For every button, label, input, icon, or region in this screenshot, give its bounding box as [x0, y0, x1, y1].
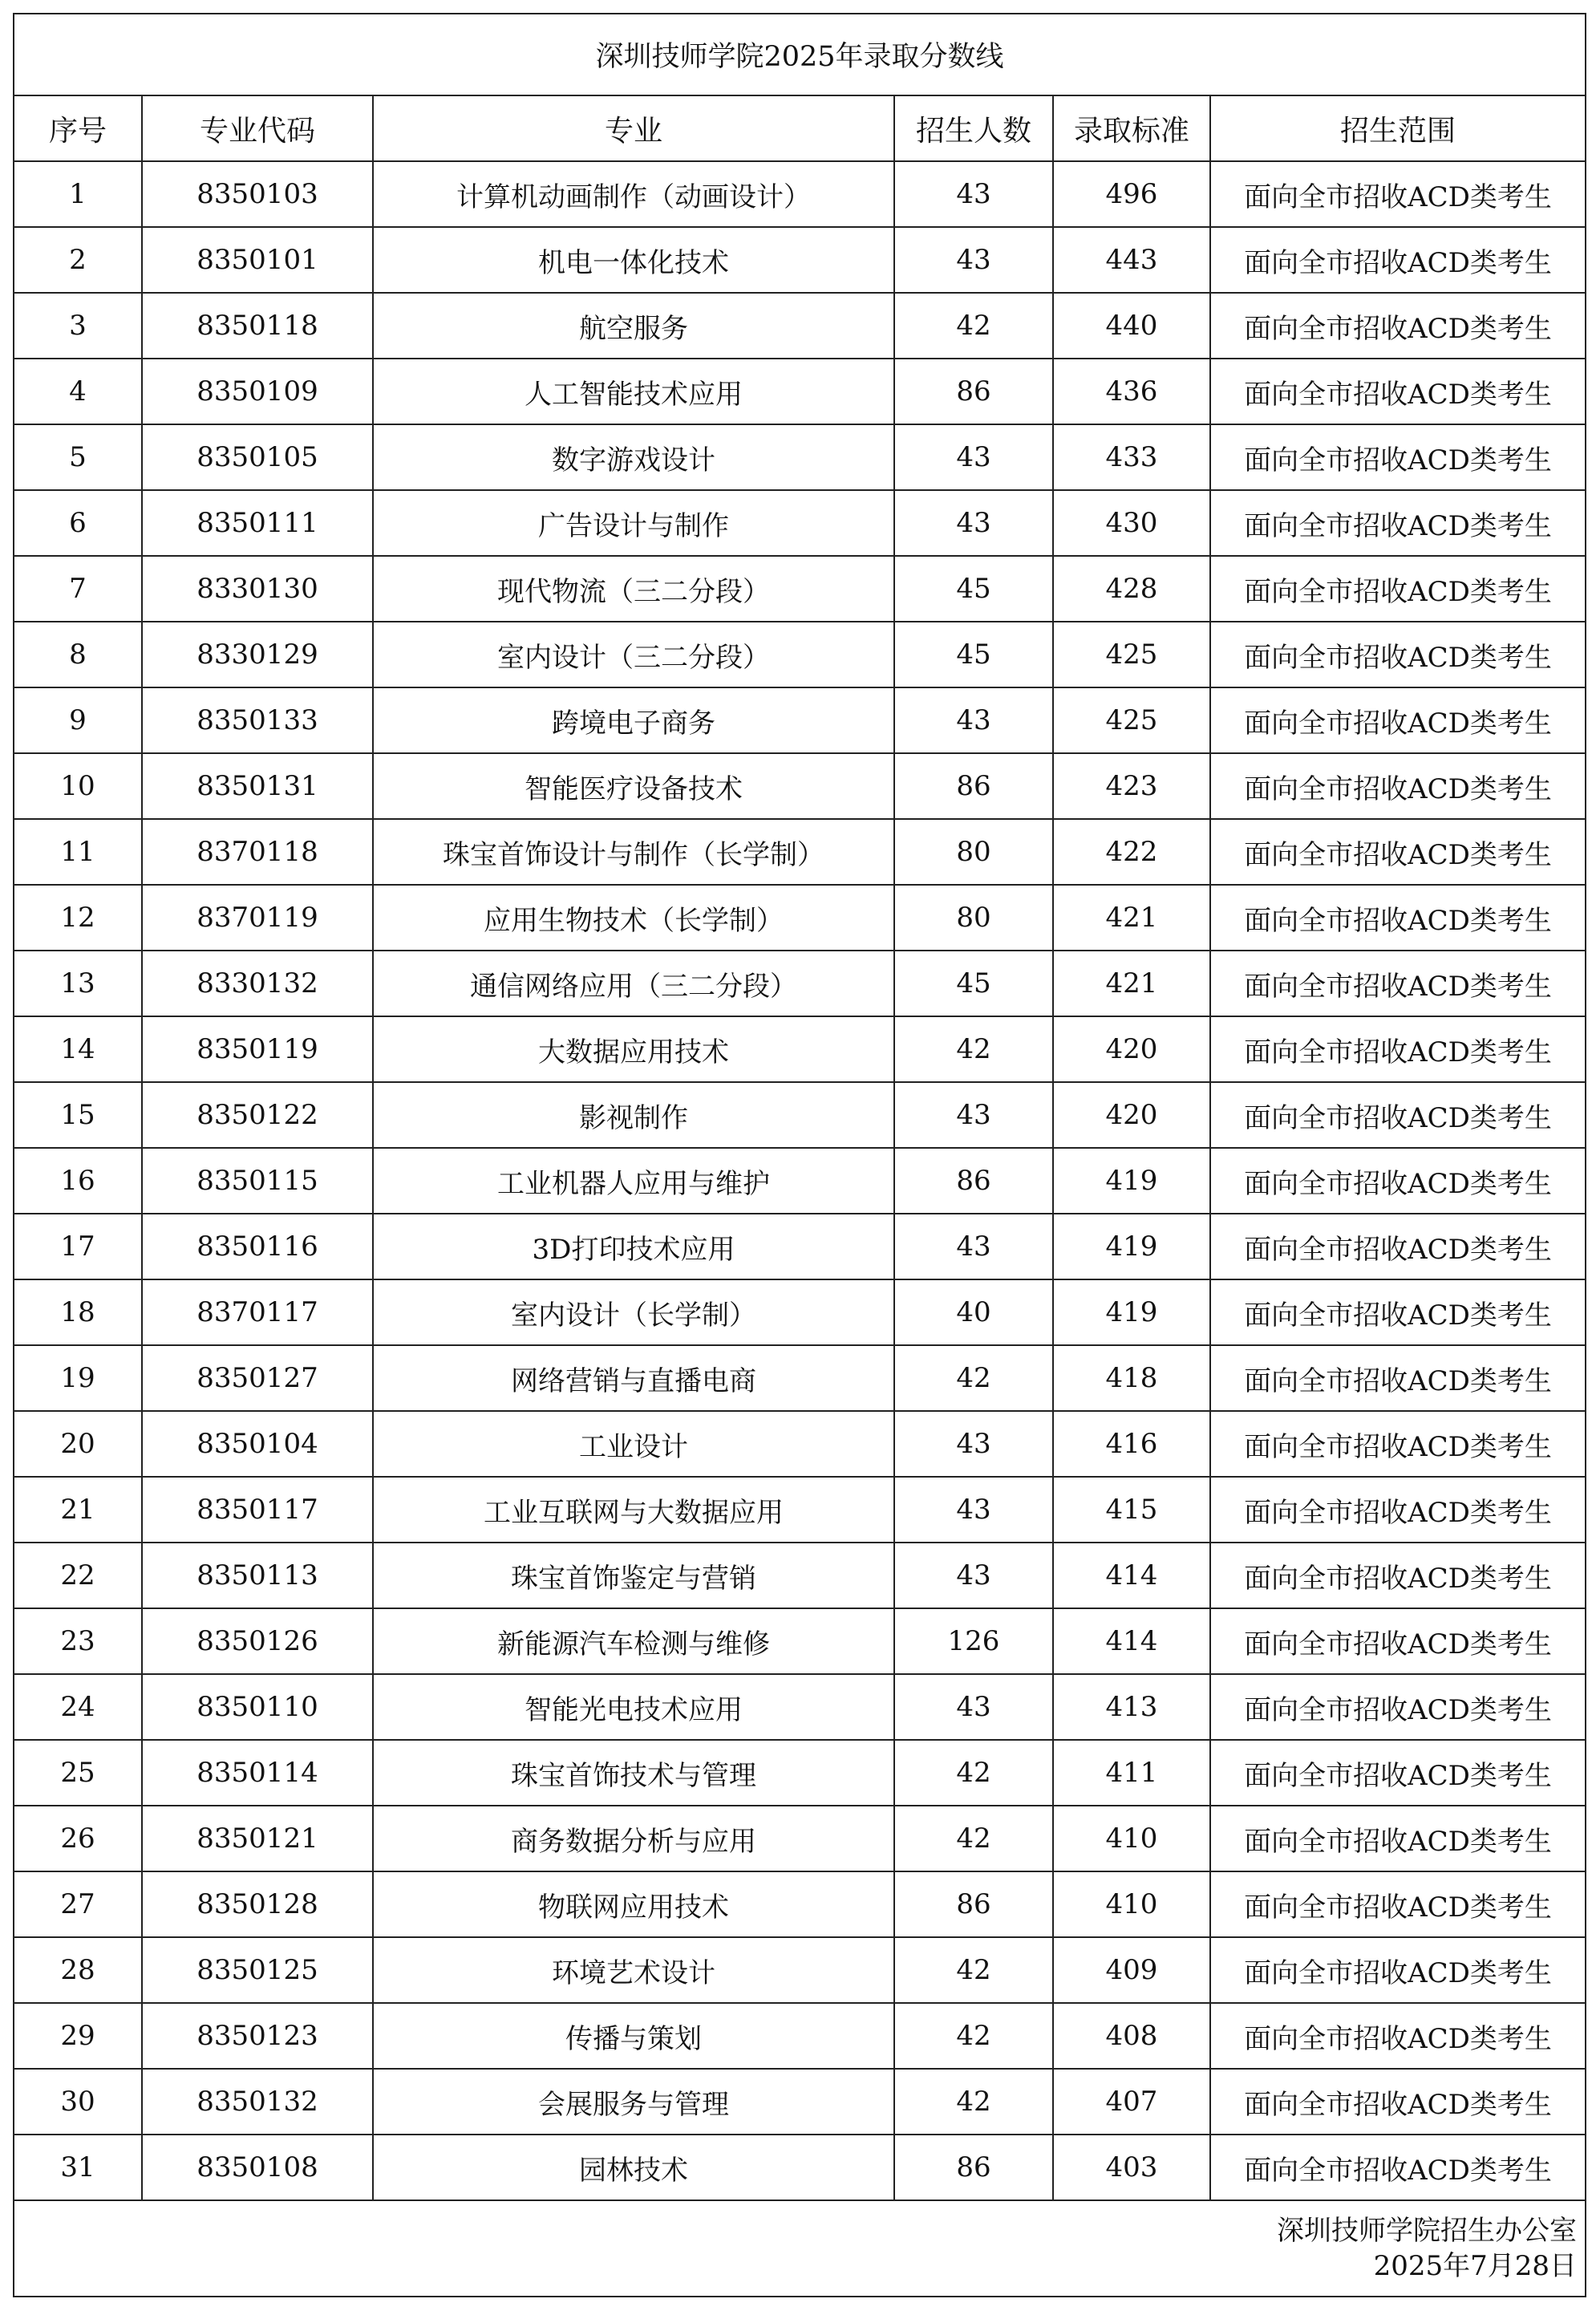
cell-index: 12: [14, 885, 142, 951]
cell-major: 人工智能技术应用: [373, 359, 894, 424]
table-row: [14, 1082, 1586, 1148]
cell-major: 通信网络应用（三二分段）: [373, 951, 894, 1016]
cell-enrollment: 42: [894, 1016, 1053, 1082]
cell-major-code: 8350127: [142, 1345, 373, 1411]
cell-enrollment: 86: [894, 2135, 1053, 2200]
cell-enrollment: 86: [894, 1148, 1053, 1214]
cell-major: 珠宝首饰技术与管理: [373, 1740, 894, 1806]
cell-enrollment: 45: [894, 951, 1053, 1016]
cell-major-code: 8350101: [142, 227, 373, 293]
cell-major-code: 8350122: [142, 1082, 373, 1148]
cell-major-code: 8350121: [142, 1806, 373, 1871]
cell-major-code: 8350111: [142, 490, 373, 556]
table-row: [14, 1477, 1586, 1543]
cell-major: 环境艺术设计: [373, 1937, 894, 2003]
cell-major: 商务数据分析与应用: [373, 1806, 894, 1871]
cell-enrollment: 42: [894, 1345, 1053, 1411]
cell-enrollment: 43: [894, 1543, 1053, 1608]
cell-index: 22: [14, 1543, 142, 1608]
cell-major: 会展服务与管理: [373, 2069, 894, 2135]
cell-admission-score: 430: [1053, 490, 1210, 556]
footer-office: 深圳技师学院招生办公室: [1277, 2215, 1578, 2247]
cell-index: 4: [14, 359, 142, 424]
cell-scope: 面向全市招收ACD类考生: [1210, 1740, 1586, 1806]
header-major: 专业: [373, 95, 894, 161]
cell-major: 应用生物技术（长学制）: [373, 885, 894, 951]
cell-major: 机电一体化技术: [373, 227, 894, 293]
cell-scope: 面向全市招收ACD类考生: [1210, 1279, 1586, 1345]
header-row: [14, 95, 1586, 161]
cell-admission-score: 403: [1053, 2135, 1210, 2200]
cell-enrollment: 43: [894, 227, 1053, 293]
cell-scope: 面向全市招收ACD类考生: [1210, 359, 1586, 424]
cell-major-code: 8370117: [142, 1279, 373, 1345]
cell-enrollment: 43: [894, 1082, 1053, 1148]
cell-major: 网络营销与直播电商: [373, 1345, 894, 1411]
cell-index: 11: [14, 819, 142, 885]
table-body: [14, 161, 1586, 2200]
table-row: [14, 2003, 1586, 2069]
cell-admission-score: 419: [1053, 1214, 1210, 1279]
cell-enrollment: 45: [894, 556, 1053, 622]
cell-major-code: 8370118: [142, 819, 373, 885]
cell-enrollment: 43: [894, 424, 1053, 490]
header-scope: 招生范围: [1210, 95, 1586, 161]
cell-major: 工业设计: [373, 1411, 894, 1477]
cell-index: 31: [14, 2135, 142, 2200]
table-title: 深圳技师学院2025年录取分数线: [14, 14, 1586, 95]
cell-major: 跨境电子商务: [373, 687, 894, 753]
cell-scope: 面向全市招收ACD类考生: [1210, 885, 1586, 951]
cell-enrollment: 42: [894, 293, 1053, 359]
table-row: [14, 1871, 1586, 1937]
table-row: [14, 227, 1586, 293]
cell-enrollment: 43: [894, 1674, 1053, 1740]
cell-index: 5: [14, 424, 142, 490]
cell-scope: 面向全市招收ACD类考生: [1210, 227, 1586, 293]
cell-admission-score: 422: [1053, 819, 1210, 885]
cell-admission-score: 420: [1053, 1082, 1210, 1148]
cell-major-code: 8350126: [142, 1608, 373, 1674]
cell-admission-score: 410: [1053, 1806, 1210, 1871]
cell-major-code: 8330130: [142, 556, 373, 622]
cell-enrollment: 43: [894, 1411, 1053, 1477]
cell-enrollment: 40: [894, 1279, 1053, 1345]
cell-major-code: 8350116: [142, 1214, 373, 1279]
cell-scope: 面向全市招收ACD类考生: [1210, 2135, 1586, 2200]
title-row: [14, 14, 1586, 95]
cell-scope: 面向全市招收ACD类考生: [1210, 490, 1586, 556]
table-row: [14, 1279, 1586, 1345]
table-row: [14, 424, 1586, 490]
footer-cell: [14, 2200, 1586, 2297]
cell-scope: 面向全市招收ACD类考生: [1210, 819, 1586, 885]
cell-enrollment: 43: [894, 687, 1053, 753]
cell-enrollment: 86: [894, 359, 1053, 424]
cell-admission-score: 440: [1053, 293, 1210, 359]
cell-enrollment: 42: [894, 1740, 1053, 1806]
cell-index: 18: [14, 1279, 142, 1345]
cell-scope: 面向全市招收ACD类考生: [1210, 1674, 1586, 1740]
table-row: [14, 1608, 1586, 1674]
cell-index: 20: [14, 1411, 142, 1477]
table-row: [14, 293, 1586, 359]
cell-major: 计算机动画制作（动画设计）: [373, 161, 894, 227]
table-row: [14, 1806, 1586, 1871]
cell-scope: 面向全市招收ACD类考生: [1210, 622, 1586, 687]
cell-index: 29: [14, 2003, 142, 2069]
table-row: [14, 1411, 1586, 1477]
cell-scope: 面向全市招收ACD类考生: [1210, 424, 1586, 490]
cell-enrollment: 42: [894, 1806, 1053, 1871]
cell-admission-score: 428: [1053, 556, 1210, 622]
footer-row: [14, 2200, 1586, 2297]
cell-major-code: 8350110: [142, 1674, 373, 1740]
cell-major-code: 8350118: [142, 293, 373, 359]
cell-major-code: 8350133: [142, 687, 373, 753]
cell-index: 19: [14, 1345, 142, 1411]
table-row: [14, 2135, 1586, 2200]
table-row: [14, 1674, 1586, 1740]
table-row: [14, 1345, 1586, 1411]
cell-admission-score: 443: [1053, 227, 1210, 293]
cell-major: 航空服务: [373, 293, 894, 359]
cell-scope: 面向全市招收ACD类考生: [1210, 1345, 1586, 1411]
cell-index: 16: [14, 1148, 142, 1214]
cell-admission-score: 425: [1053, 622, 1210, 687]
table-row: [14, 819, 1586, 885]
cell-major-code: 8350105: [142, 424, 373, 490]
cell-major: 工业机器人应用与维护: [373, 1148, 894, 1214]
cell-scope: 面向全市招收ACD类考生: [1210, 1411, 1586, 1477]
cell-admission-score: 425: [1053, 687, 1210, 753]
footer-date: 2025年7月28日: [1373, 2250, 1578, 2282]
cell-enrollment: 43: [894, 1477, 1053, 1543]
cell-major-code: 8330132: [142, 951, 373, 1016]
cell-admission-score: 410: [1053, 1871, 1210, 1937]
cell-admission-score: 496: [1053, 161, 1210, 227]
cell-index: 24: [14, 1674, 142, 1740]
cell-major-code: 8350113: [142, 1543, 373, 1608]
cell-scope: 面向全市招收ACD类考生: [1210, 951, 1586, 1016]
table-row: [14, 885, 1586, 951]
cell-enrollment: 42: [894, 2069, 1053, 2135]
cell-scope: 面向全市招收ACD类考生: [1210, 2069, 1586, 2135]
cell-index: 2: [14, 227, 142, 293]
cell-major-code: 8350128: [142, 1871, 373, 1937]
cell-major: 传播与策划: [373, 2003, 894, 2069]
cell-scope: 面向全市招收ACD类考生: [1210, 1937, 1586, 2003]
cell-major: 3D打印技术应用: [373, 1214, 894, 1279]
cell-major: 物联网应用技术: [373, 1871, 894, 1937]
cell-admission-score: 421: [1053, 951, 1210, 1016]
cell-admission-score: 409: [1053, 1937, 1210, 2003]
table-row: [14, 753, 1586, 819]
cell-scope: 面向全市招收ACD类考生: [1210, 1871, 1586, 1937]
cell-admission-score: 418: [1053, 1345, 1210, 1411]
cell-major: 新能源汽车检测与维修: [373, 1608, 894, 1674]
cell-major: 数字游戏设计: [373, 424, 894, 490]
cell-major: 大数据应用技术: [373, 1016, 894, 1082]
cell-major-code: 8350104: [142, 1411, 373, 1477]
cell-major-code: 8350117: [142, 1477, 373, 1543]
cell-major: 室内设计（三二分段）: [373, 622, 894, 687]
cell-scope: 面向全市招收ACD类考生: [1210, 293, 1586, 359]
cell-admission-score: 423: [1053, 753, 1210, 819]
header-admission-score: 录取标准: [1053, 95, 1210, 161]
cell-enrollment: 80: [894, 819, 1053, 885]
cell-major-code: 8350108: [142, 2135, 373, 2200]
table-row: [14, 490, 1586, 556]
cell-index: 30: [14, 2069, 142, 2135]
header-major-code: 专业代码: [142, 95, 373, 161]
cell-index: 21: [14, 1477, 142, 1543]
header-enrollment: 招生人数: [894, 95, 1053, 161]
cell-scope: 面向全市招收ACD类考生: [1210, 687, 1586, 753]
table-row: [14, 622, 1586, 687]
cell-index: 10: [14, 753, 142, 819]
cell-scope: 面向全市招收ACD类考生: [1210, 1477, 1586, 1543]
cell-index: 15: [14, 1082, 142, 1148]
cell-admission-score: 421: [1053, 885, 1210, 951]
cell-admission-score: 420: [1053, 1016, 1210, 1082]
cell-major-code: 8350131: [142, 753, 373, 819]
cell-scope: 面向全市招收ACD类考生: [1210, 1543, 1586, 1608]
cell-index: 7: [14, 556, 142, 622]
cell-major-code: 8350125: [142, 1937, 373, 2003]
cell-index: 8: [14, 622, 142, 687]
cell-index: 27: [14, 1871, 142, 1937]
cell-major: 珠宝首饰鉴定与营销: [373, 1543, 894, 1608]
cell-scope: 面向全市招收ACD类考生: [1210, 1214, 1586, 1279]
cell-major-code: 8350109: [142, 359, 373, 424]
cell-enrollment: 42: [894, 1937, 1053, 2003]
cell-scope: 面向全市招收ACD类考生: [1210, 161, 1586, 227]
cell-major: 智能光电技术应用: [373, 1674, 894, 1740]
cell-index: 17: [14, 1214, 142, 1279]
cell-admission-score: 408: [1053, 2003, 1210, 2069]
cell-major-code: 8350123: [142, 2003, 373, 2069]
cell-admission-score: 419: [1053, 1148, 1210, 1214]
table-row: [14, 161, 1586, 227]
cell-scope: 面向全市招收ACD类考生: [1210, 2003, 1586, 2069]
cell-scope: 面向全市招收ACD类考生: [1210, 753, 1586, 819]
cell-index: 26: [14, 1806, 142, 1871]
cell-admission-score: 433: [1053, 424, 1210, 490]
cell-major-code: 8350103: [142, 161, 373, 227]
cell-enrollment: 80: [894, 885, 1053, 951]
cell-index: 23: [14, 1608, 142, 1674]
table-row: [14, 1148, 1586, 1214]
cell-enrollment: 43: [894, 490, 1053, 556]
cell-index: 13: [14, 951, 142, 1016]
cell-major: 广告设计与制作: [373, 490, 894, 556]
cell-major-code: 8350119: [142, 1016, 373, 1082]
cell-scope: 面向全市招收ACD类考生: [1210, 1016, 1586, 1082]
cell-scope: 面向全市招收ACD类考生: [1210, 1148, 1586, 1214]
table-row: [14, 1937, 1586, 2003]
cell-enrollment: 45: [894, 622, 1053, 687]
cell-index: 3: [14, 293, 142, 359]
cell-enrollment: 43: [894, 1214, 1053, 1279]
cell-index: 25: [14, 1740, 142, 1806]
table-row: [14, 1740, 1586, 1806]
cell-scope: 面向全市招收ACD类考生: [1210, 1608, 1586, 1674]
cell-scope: 面向全市招收ACD类考生: [1210, 1082, 1586, 1148]
cell-major-code: 8350114: [142, 1740, 373, 1806]
cell-index: 9: [14, 687, 142, 753]
cell-admission-score: 407: [1053, 2069, 1210, 2135]
cell-admission-score: 416: [1053, 1411, 1210, 1477]
table-row: [14, 1016, 1586, 1082]
header-index: 序号: [14, 95, 142, 161]
cell-enrollment: 86: [894, 1871, 1053, 1937]
cell-enrollment: 42: [894, 2003, 1053, 2069]
table-row: [14, 1214, 1586, 1279]
cell-major-code: 8350115: [142, 1148, 373, 1214]
cell-major-code: 8350132: [142, 2069, 373, 2135]
cell-major: 智能医疗设备技术: [373, 753, 894, 819]
cell-admission-score: 411: [1053, 1740, 1210, 1806]
cell-major: 工业互联网与大数据应用: [373, 1477, 894, 1543]
cell-admission-score: 436: [1053, 359, 1210, 424]
cell-enrollment: 126: [894, 1608, 1053, 1674]
table-row: [14, 2069, 1586, 2135]
cell-admission-score: 415: [1053, 1477, 1210, 1543]
table-row: [14, 1543, 1586, 1608]
table-row: [14, 951, 1586, 1016]
cell-enrollment: 43: [894, 161, 1053, 227]
cell-major: 影视制作: [373, 1082, 894, 1148]
cell-scope: 面向全市招收ACD类考生: [1210, 1806, 1586, 1871]
cell-index: 6: [14, 490, 142, 556]
cell-major: 现代物流（三二分段）: [373, 556, 894, 622]
table-row: [14, 687, 1586, 753]
cell-major: 室内设计（长学制）: [373, 1279, 894, 1345]
cell-major-code: 8330129: [142, 622, 373, 687]
table-row: [14, 359, 1586, 424]
cell-admission-score: 414: [1053, 1608, 1210, 1674]
cell-major: 珠宝首饰设计与制作（长学制）: [373, 819, 894, 885]
cell-admission-score: 419: [1053, 1279, 1210, 1345]
table-row: [14, 556, 1586, 622]
cell-admission-score: 414: [1053, 1543, 1210, 1608]
cell-scope: 面向全市招收ACD类考生: [1210, 556, 1586, 622]
cell-index: 1: [14, 161, 142, 227]
cell-index: 14: [14, 1016, 142, 1082]
cell-major-code: 8370119: [142, 885, 373, 951]
cell-index: 28: [14, 1937, 142, 2003]
cell-enrollment: 86: [894, 753, 1053, 819]
admission-score-table: [13, 13, 1586, 2297]
cell-admission-score: 413: [1053, 1674, 1210, 1740]
cell-major: 园林技术: [373, 2135, 894, 2200]
